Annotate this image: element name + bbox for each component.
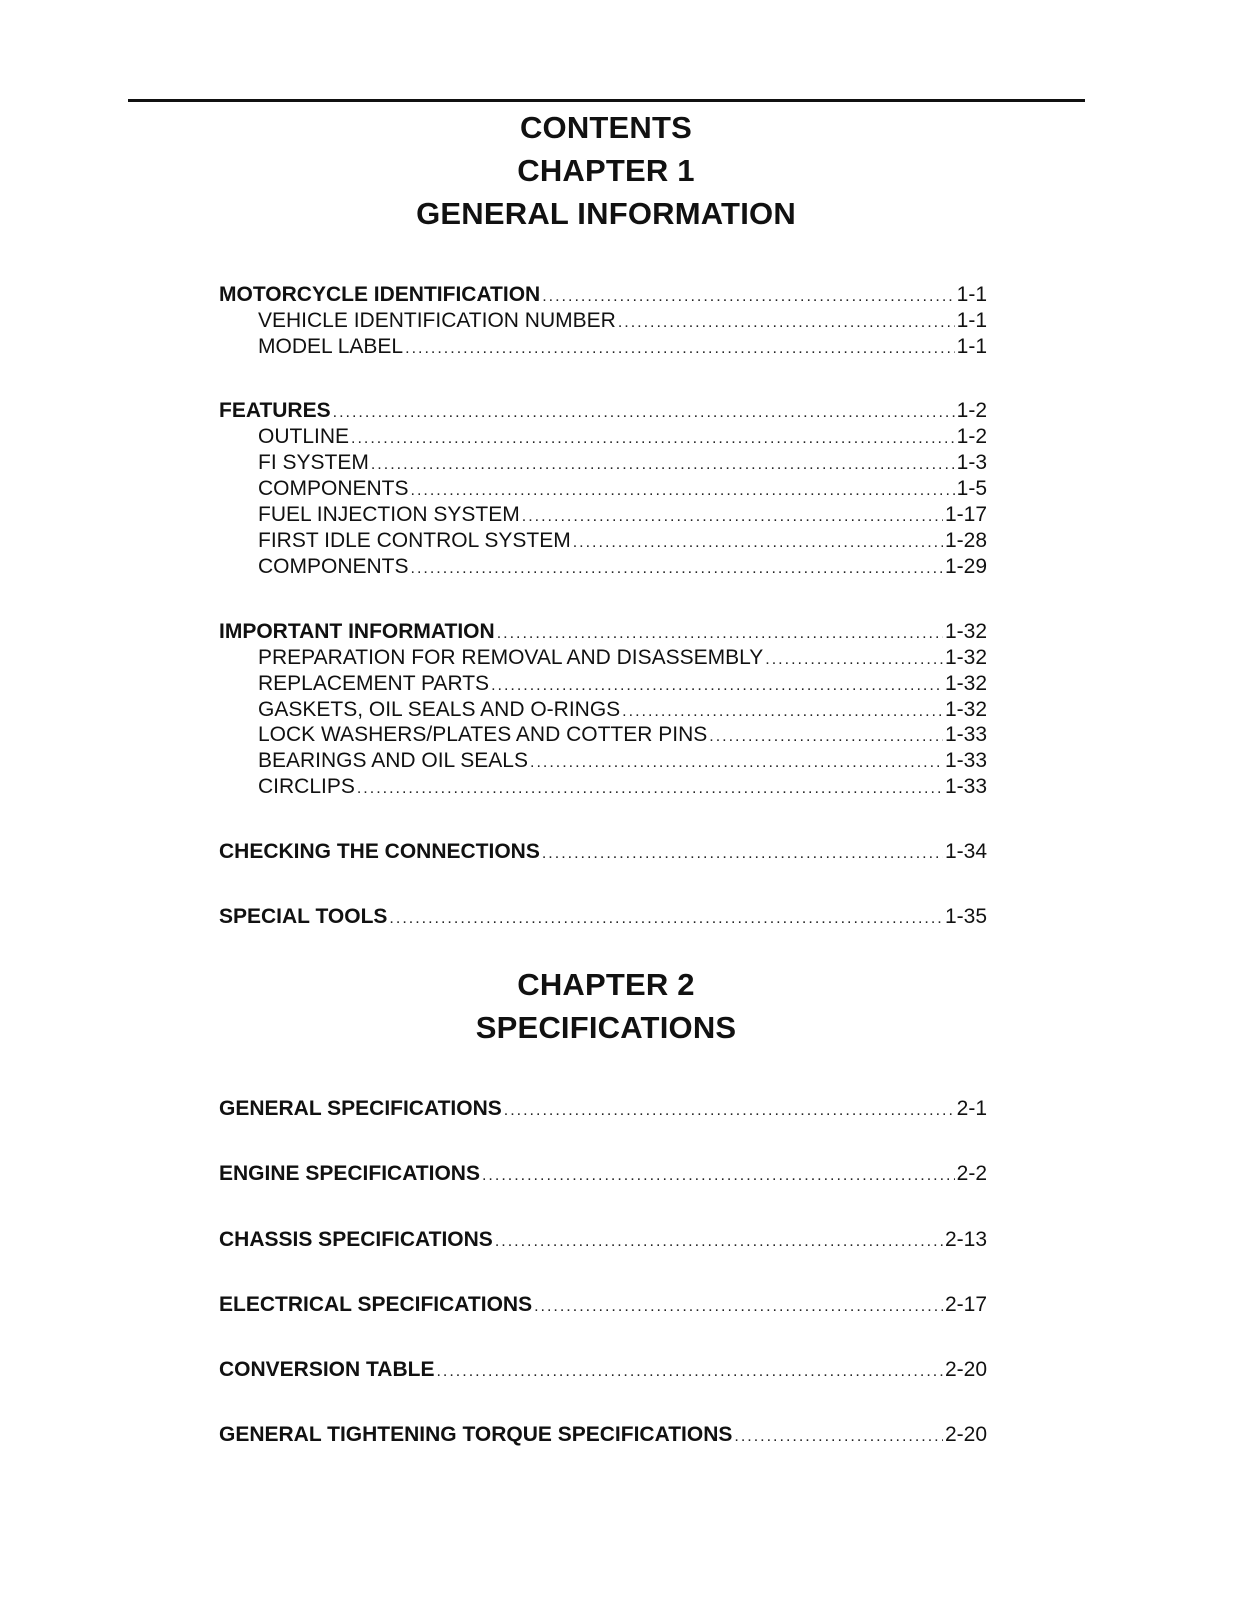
toc-entry-page: 1-33 <box>944 723 987 746</box>
toc-entry-page: 1-29 <box>944 555 987 578</box>
dot-leader <box>371 452 955 478</box>
toc-entry-page: 1-1 <box>956 335 987 358</box>
toc-entry-preparation[interactable] <box>258 645 987 671</box>
top-rule <box>128 99 1085 102</box>
chapter-2-heading: CHAPTER 2 <box>517 967 695 1002</box>
toc-entry-label: GENERAL TIGHTENING TORQUE SPECIFICATIONS <box>219 1423 733 1446</box>
toc-entry-label: FI SYSTEM <box>258 451 369 474</box>
toc-entry-fuel-injection-system[interactable] <box>258 502 987 528</box>
dot-leader <box>504 1098 955 1124</box>
toc-entry-label: MODEL LABEL <box>258 335 404 358</box>
toc-entry-label: FIRST IDLE CONTROL SYSTEM <box>258 529 571 552</box>
toc-entry-important-information[interactable] <box>219 619 987 645</box>
toc-entry-label: GASKETS, OIL SEALS AND O-RINGS <box>258 698 621 721</box>
dot-leader <box>542 841 943 867</box>
toc-entry-label: MOTORCYCLE IDENTIFICATION <box>219 283 541 306</box>
toc-entry-label: COMPONENTS <box>258 477 409 500</box>
toc-entry-page: 1-1 <box>956 309 987 332</box>
dot-leader <box>534 1294 943 1320</box>
dot-leader <box>411 556 943 582</box>
dot-leader <box>618 310 955 336</box>
toc-entry-first-idle-control-system[interactable] <box>258 528 987 554</box>
toc-entry-fi-system[interactable] <box>258 450 987 476</box>
toc-entry-label: ENGINE SPECIFICATIONS <box>219 1162 480 1185</box>
toc-entry-label: VEHICLE IDENTIFICATION NUMBER <box>258 309 616 332</box>
toc-entry-gaskets[interactable] <box>258 697 987 723</box>
toc-entry-label: IMPORTANT INFORMATION <box>219 620 495 643</box>
toc-entry-lock-washers[interactable] <box>258 722 987 748</box>
toc-entry-page: 1-32 <box>944 620 987 643</box>
toc-entry-electrical-specifications[interactable] <box>219 1292 987 1318</box>
dot-leader <box>333 400 955 426</box>
toc-entry-conversion-table[interactable] <box>219 1357 987 1383</box>
dot-leader <box>482 1163 955 1189</box>
toc-entry-model-label[interactable] <box>258 334 987 360</box>
toc-entry-label: COMPONENTS <box>258 555 409 578</box>
dot-leader <box>573 530 943 556</box>
toc-entry-page: 2-1 <box>956 1097 987 1120</box>
toc-entry-bearings[interactable] <box>258 748 987 774</box>
toc-entry-page: 1-32 <box>944 672 987 695</box>
toc-entry-page: 1-28 <box>944 529 987 552</box>
toc-entry-page: 1-1 <box>956 283 987 306</box>
toc-entry-page: 1-35 <box>944 905 987 928</box>
toc-entry-label: PREPARATION FOR REMOVAL AND DISASSEMBLY <box>258 646 764 669</box>
toc-entry-page: 1-3 <box>956 451 987 474</box>
dot-leader <box>436 1359 943 1385</box>
dot-leader <box>491 673 943 699</box>
toc-entry-page: 1-33 <box>944 775 987 798</box>
toc-entry-page: 2-13 <box>944 1228 987 1251</box>
toc-entry-label: CONVERSION TABLE <box>219 1358 435 1381</box>
toc-entry-page: 1-2 <box>956 425 987 448</box>
toc-entry-engine-specifications[interactable] <box>219 1161 987 1187</box>
toc-entry-circlips[interactable] <box>258 774 987 800</box>
toc-entry-checking-connections[interactable] <box>219 839 987 865</box>
chapter-2-title: SPECIFICATIONS <box>475 1010 737 1045</box>
toc-entry-label: CHASSIS SPECIFICATIONS <box>219 1228 493 1251</box>
toc-entry-label: BEARINGS AND OIL SEALS <box>258 749 528 772</box>
chapter-1-title: GENERAL INFORMATION <box>416 196 796 231</box>
toc-entry-label: FUEL INJECTION SYSTEM <box>258 503 520 526</box>
dot-leader <box>522 504 943 530</box>
toc-entry-label: CHECKING THE CONNECTIONS <box>219 840 540 863</box>
toc-entry-label: GENERAL SPECIFICATIONS <box>219 1097 502 1120</box>
toc-entry-page: 1-34 <box>944 840 987 863</box>
toc-entry-label: LOCK WASHERS/PLATES AND COTTER PINS <box>258 723 708 746</box>
toc-entry-replacement-parts[interactable] <box>258 671 987 697</box>
toc-entry-page: 2-20 <box>944 1358 987 1381</box>
toc-entry-general-specifications[interactable] <box>219 1096 987 1122</box>
toc-entry-page: 1-33 <box>944 749 987 772</box>
dot-leader <box>497 621 943 647</box>
dot-leader <box>734 1424 943 1450</box>
toc-entry-page: 2-17 <box>944 1293 987 1316</box>
toc-entry-components-2[interactable] <box>258 554 987 580</box>
dot-leader <box>709 724 943 750</box>
contents-heading: CONTENTS <box>519 110 693 145</box>
dot-leader <box>765 647 943 673</box>
toc-entry-page: 1-32 <box>944 646 987 669</box>
dot-leader <box>542 284 954 310</box>
dot-leader <box>405 336 955 362</box>
toc-entry-page: 2-2 <box>956 1162 987 1185</box>
toc-entry-special-tools[interactable] <box>219 904 987 930</box>
toc-entry-page: 1-2 <box>956 399 987 422</box>
toc-entry-chassis-specifications[interactable] <box>219 1227 987 1253</box>
dot-leader <box>357 776 943 802</box>
toc-entry-label: REPLACEMENT PARTS <box>258 672 490 695</box>
toc-entry-page: 1-5 <box>956 477 987 500</box>
toc-entry-label: OUTLINE <box>258 425 350 448</box>
toc-entry-motorcycle-identification[interactable] <box>219 282 987 308</box>
toc-entry-label: CIRCLIPS <box>258 775 355 798</box>
dot-leader <box>389 906 943 932</box>
toc-entry-page: 1-17 <box>944 503 987 526</box>
dot-leader <box>530 750 943 776</box>
dot-leader <box>411 478 955 504</box>
toc-entry-tightening-torque[interactable] <box>219 1422 987 1448</box>
toc-entry-features[interactable] <box>219 398 987 424</box>
chapter-1-heading: CHAPTER 1 <box>517 153 695 188</box>
toc-entry-vehicle-identification-number[interactable] <box>258 308 987 334</box>
toc-entry-outline[interactable] <box>258 424 987 450</box>
toc-entry-label: FEATURES <box>219 399 331 422</box>
toc-entry-page: 2-20 <box>944 1423 987 1446</box>
toc-entry-components[interactable] <box>258 476 987 502</box>
toc-entry-label: SPECIAL TOOLS <box>219 905 388 928</box>
dot-leader <box>495 1229 943 1255</box>
toc-entry-page: 1-32 <box>944 698 987 721</box>
toc-entry-label: ELECTRICAL SPECIFICATIONS <box>219 1293 533 1316</box>
dot-leader <box>351 426 955 452</box>
